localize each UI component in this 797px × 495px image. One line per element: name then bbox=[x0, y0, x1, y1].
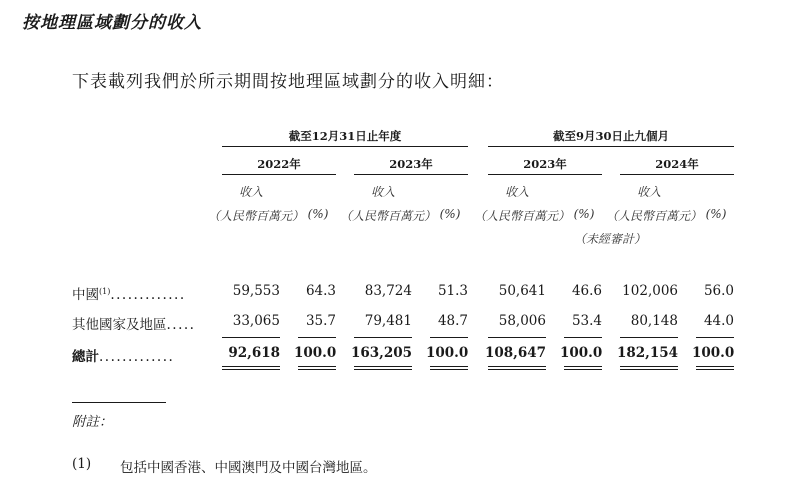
double-rule bbox=[354, 369, 412, 370]
group-header-ninemonths: 截至9月30日止九個月 bbox=[552, 129, 669, 143]
sum-rule bbox=[564, 337, 602, 338]
row-label-text: 中國 bbox=[72, 287, 99, 303]
leader-dots: ............. bbox=[99, 349, 175, 365]
year-header: 2024年 bbox=[655, 157, 699, 171]
table-cell: 48.7 bbox=[437, 313, 468, 329]
table-cell: 51.3 bbox=[437, 283, 468, 299]
table-cell: 35.7 bbox=[305, 313, 336, 329]
table-cell: 102,006 bbox=[622, 283, 678, 299]
table-cell: 44.0 bbox=[703, 313, 734, 329]
notes-divider bbox=[72, 402, 166, 403]
unaudited-label: （未經審計） bbox=[573, 232, 646, 246]
table-cell: 80,148 bbox=[630, 313, 678, 329]
group-rule bbox=[488, 146, 734, 147]
sum-rule bbox=[488, 337, 546, 338]
footnote-number: (1) bbox=[72, 456, 92, 472]
double-rule bbox=[430, 369, 468, 370]
pct-col-label: (%) bbox=[307, 207, 329, 221]
unit-col-label: （人民幣百萬元） bbox=[208, 209, 305, 223]
unit-col-label: （人民幣百萬元） bbox=[340, 209, 437, 223]
revenue-col-label: 收入 bbox=[504, 185, 529, 199]
unit-col-label: （人民幣百萬元） bbox=[474, 209, 571, 223]
total-cell: 100.0 bbox=[294, 345, 337, 361]
group-header-fullyear: 截至12月31日止年度 bbox=[288, 129, 402, 143]
table-cell: 50,641 bbox=[498, 283, 546, 299]
double-rule bbox=[298, 369, 336, 370]
leader-dots: ..... bbox=[166, 317, 196, 333]
leader-dots: ............. bbox=[110, 287, 186, 303]
revenue-col-label: 收入 bbox=[370, 185, 395, 199]
pct-col-label: (%) bbox=[439, 207, 461, 221]
total-cell: 100.0 bbox=[692, 345, 735, 361]
total-row-label bbox=[72, 345, 174, 365]
year-rule bbox=[354, 174, 468, 175]
table-cell: 53.4 bbox=[571, 313, 602, 329]
double-rule bbox=[564, 369, 602, 370]
sum-rule bbox=[620, 337, 678, 338]
sum-rule bbox=[354, 337, 412, 338]
footnote-text: 包括中國香港、中國澳門及中國台灣地區。 bbox=[120, 460, 377, 476]
revenue-col-label: 收入 bbox=[636, 185, 661, 199]
sum-rule bbox=[430, 337, 468, 338]
year-rule bbox=[488, 174, 602, 175]
table-cell: 79,481 bbox=[364, 313, 412, 329]
total-cell: 100.0 bbox=[560, 345, 603, 361]
double-rule bbox=[222, 366, 280, 367]
total-cell: 92,618 bbox=[228, 345, 280, 361]
table-cell: 58,006 bbox=[498, 313, 546, 329]
double-rule bbox=[696, 366, 734, 367]
year-header: 2022年 bbox=[257, 157, 301, 171]
table-cell: 83,724 bbox=[364, 283, 412, 299]
double-rule bbox=[222, 369, 280, 370]
intro-paragraph: 下表載列我們於所示期間按地理區域劃分的收入明細： bbox=[72, 72, 504, 92]
total-cell: 163,205 bbox=[350, 345, 412, 361]
year-header: 2023年 bbox=[523, 157, 567, 171]
notes-heading: 附註： bbox=[72, 414, 113, 430]
row-label bbox=[72, 283, 186, 303]
double-rule bbox=[298, 366, 336, 367]
double-rule bbox=[488, 366, 546, 367]
table-cell: 59,553 bbox=[232, 283, 280, 299]
table-cell: 56.0 bbox=[703, 283, 734, 299]
row-label-text: 其他國家及地區 bbox=[72, 317, 167, 333]
year-rule bbox=[222, 174, 336, 175]
double-rule bbox=[488, 369, 546, 370]
total-cell: 100.0 bbox=[426, 345, 469, 361]
sum-rule bbox=[298, 337, 336, 338]
double-rule bbox=[430, 366, 468, 367]
double-rule bbox=[564, 366, 602, 367]
table-cell: 64.3 bbox=[305, 283, 336, 299]
double-rule bbox=[620, 366, 678, 367]
double-rule bbox=[696, 369, 734, 370]
footnote-ref: (1) bbox=[99, 287, 111, 296]
year-rule bbox=[620, 174, 734, 175]
sum-rule bbox=[696, 337, 734, 338]
total-cell: 108,647 bbox=[484, 345, 546, 361]
double-rule bbox=[354, 366, 412, 367]
total-cell: 182,154 bbox=[616, 345, 678, 361]
sum-rule bbox=[222, 337, 280, 338]
group-rule bbox=[222, 146, 468, 147]
row-label bbox=[72, 313, 195, 333]
double-rule bbox=[620, 369, 678, 370]
unit-col-label: （人民幣百萬元） bbox=[606, 209, 703, 223]
row-label-text: 總計 bbox=[72, 349, 99, 365]
year-header: 2023年 bbox=[389, 157, 433, 171]
table-cell: 46.6 bbox=[571, 283, 602, 299]
revenue-col-label: 收入 bbox=[238, 185, 263, 199]
pct-col-label: (%) bbox=[705, 207, 727, 221]
table-cell: 33,065 bbox=[232, 313, 280, 329]
pct-col-label: (%) bbox=[573, 207, 595, 221]
section-title: 按地理區域劃分的收入 bbox=[22, 13, 202, 33]
